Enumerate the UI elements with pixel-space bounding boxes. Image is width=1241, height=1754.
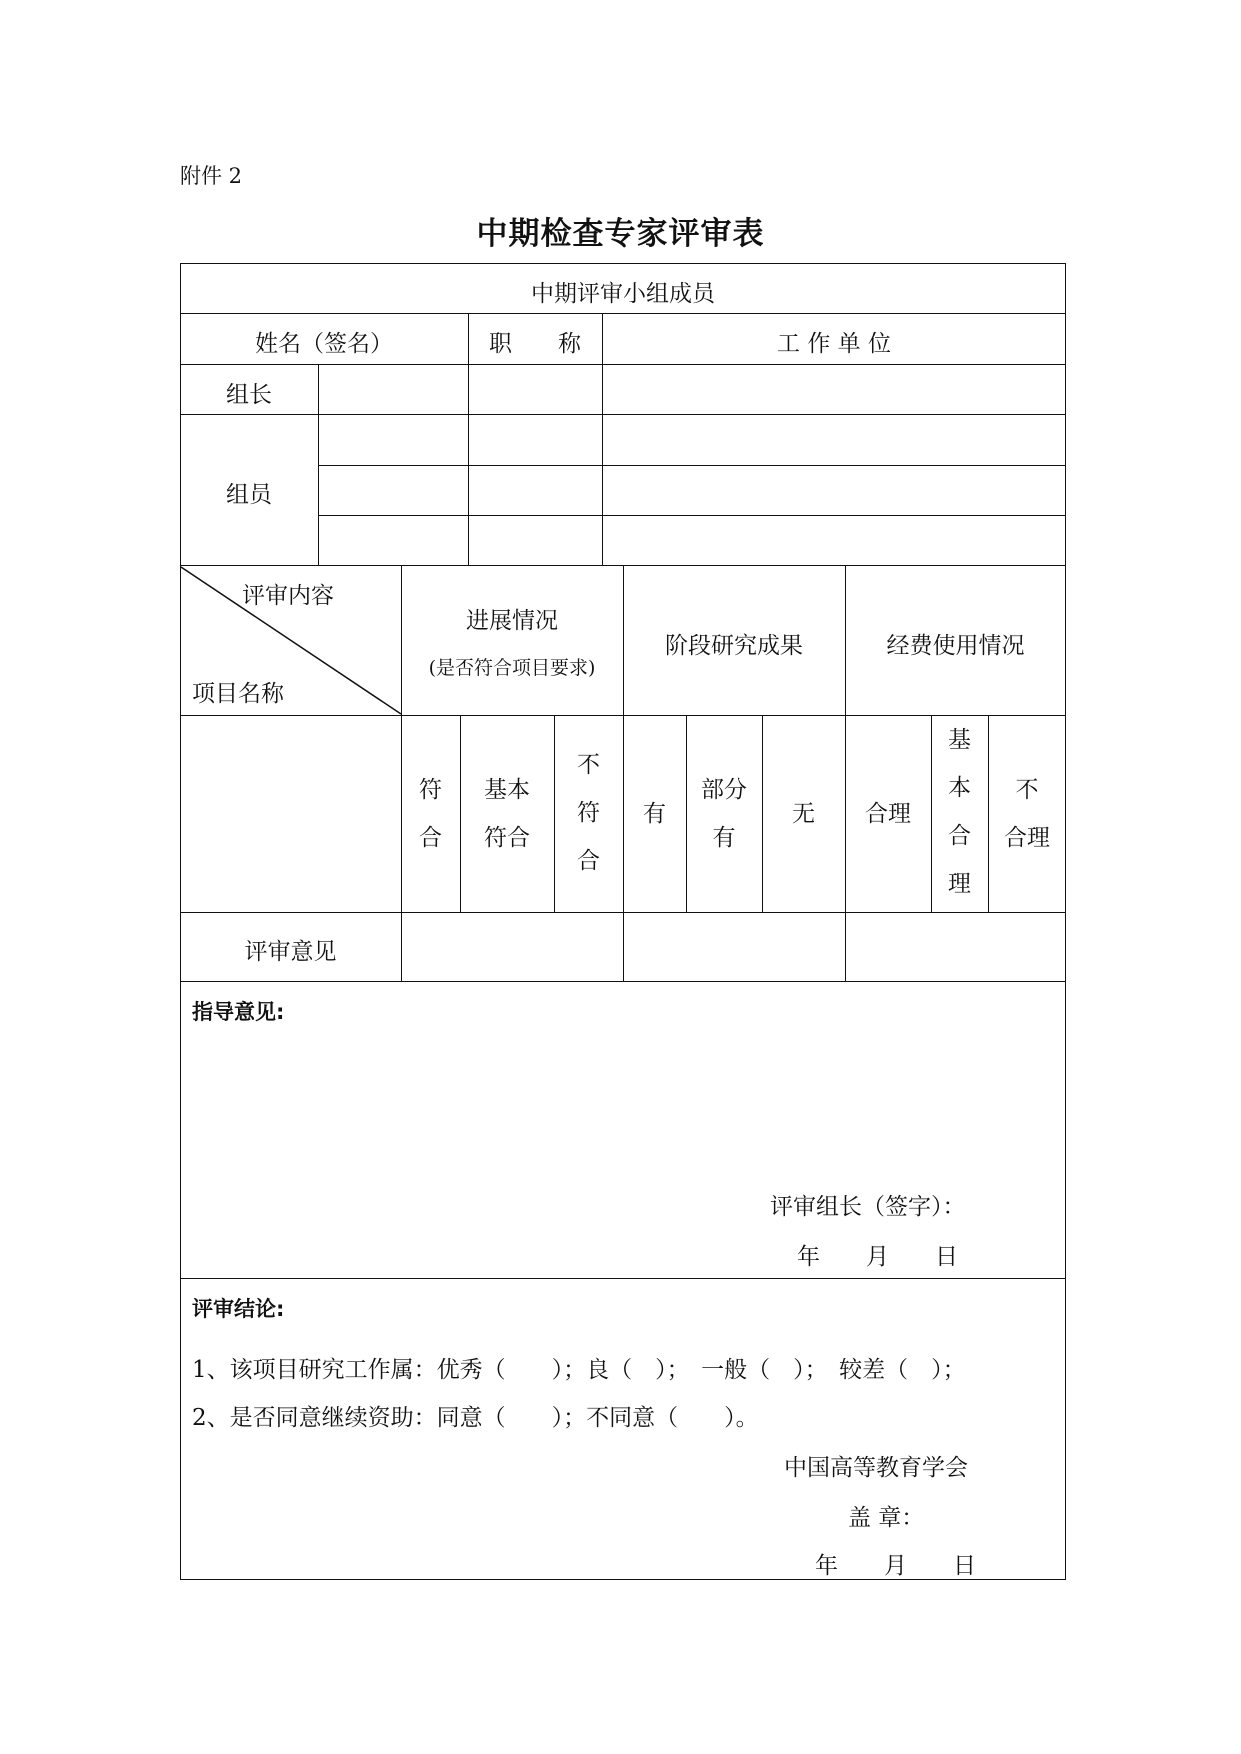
review-content-label: 评审内容 [242, 583, 334, 609]
option-basic-reasonable: 基 本 合 理 [948, 727, 971, 897]
option-none: 无 [792, 801, 815, 827]
panel-header: 中期评审小组成员 [531, 281, 715, 307]
option-fit: 符 合 [419, 777, 442, 851]
row-line [180, 1278, 1066, 1279]
guidance-label: 指导意见: [192, 1000, 285, 1024]
funds-header: 经费使用情况 [886, 633, 1025, 659]
organization-name: 中国高等教育学会 [784, 1455, 968, 1481]
conclusion-line-2: 2、是否同意继续资助：同意（ ）；不同意（ ）。 [192, 1405, 759, 1431]
option-basic-fit: 基本 符合 [484, 777, 530, 851]
attachment-label: 附件 2 [180, 164, 243, 188]
conclusion-label: 评审结论: [192, 1297, 285, 1321]
seal-label: 盖 章： [848, 1505, 925, 1531]
option-partial: 部分 有 [701, 777, 747, 851]
progress-note: (是否符合项目要求) [428, 657, 596, 679]
opinion-label: 评审意见 [244, 939, 337, 965]
guidance-sign: 评审组长（签字）： [770, 1194, 966, 1220]
guidance-date: 年 月 日 [797, 1244, 958, 1270]
option-reasonable: 合理 [865, 801, 911, 827]
col-title-header: 职 称 [489, 331, 581, 357]
option-not-fit: 不 符 合 [577, 752, 600, 874]
results-header: 阶段研究成果 [665, 633, 803, 659]
members-label: 组员 [226, 482, 272, 508]
option-not-reasonable: 不 合理 [1004, 777, 1050, 851]
review-form-table [180, 263, 1066, 1579]
form-title: 中期检查专家评审表 [476, 216, 765, 252]
col-unit-header: 工 作 单 位 [777, 331, 891, 357]
row-line [180, 981, 1066, 982]
conclusion-line-1: 1、该项目研究工作属：优秀（ ）；良（ ）； 一般（ ）； 较差（ ）； [192, 1357, 966, 1383]
leader-label: 组长 [226, 382, 272, 408]
progress-header: 进展情况 [466, 608, 558, 634]
col-name-header: 姓名（签名） [255, 331, 393, 357]
option-yes: 有 [643, 801, 666, 827]
conclusion-date: 年 月 日 [815, 1553, 976, 1579]
project-name-label: 项目名称 [192, 681, 284, 707]
